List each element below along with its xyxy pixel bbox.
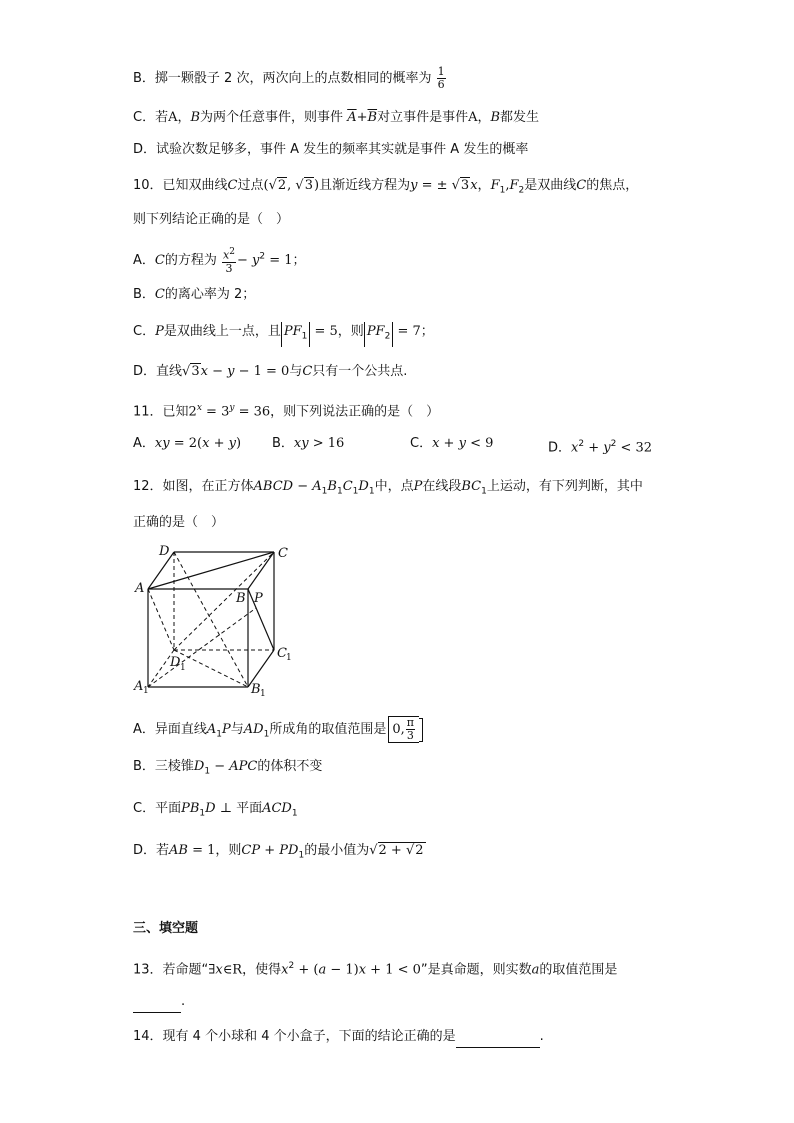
q11-option-c: C．x + y < 9 — [410, 436, 494, 451]
section-title: 三、填空题 — [133, 921, 199, 936]
label-P: P — [254, 591, 263, 606]
q11-option-d: D．$x^2 + y^2 < 32$ — [548, 439, 653, 456]
label-B1: B — [251, 682, 261, 697]
q10-stem: 10．已知双曲线C过点(√2, √3)且渐近线方程为y = ± √3x，$F_1,F_2$是双曲线C的焦点， — [133, 178, 639, 196]
cube-figure — [128, 540, 298, 702]
q10-stem-2: 则下列结论正确的是（ ） — [133, 212, 290, 227]
edge-CB — [248, 552, 274, 589]
label-B: B — [236, 591, 246, 606]
q12-stem-2: 正确的是（ ） — [133, 515, 225, 530]
q10-option-c: C．P是双曲线上一点，且 $PF_1 = 5$，则 $PF_2 = 7$； — [133, 322, 434, 347]
q13-blank — [133, 992, 181, 1013]
diag-A1P — [148, 608, 256, 687]
q9-fraction: $\frac{1}{6}$ — [437, 65, 445, 91]
label-C: C — [278, 546, 288, 561]
q11-option-b: B．xy > 16 — [272, 436, 345, 451]
diag-AD1 — [148, 589, 174, 650]
q9-option-d: D．试验次数足够多，事件 A 发生的频率其实就是事件 A 发生的概率 — [133, 142, 529, 157]
label-D1-sub: 1 — [180, 663, 186, 673]
q12-option-b: B．三棱锥$D_1$ − APC的体积不变 — [133, 759, 323, 777]
q12-option-c: C．平面$PB_1D$ ⊥ 平面$ACD_1$ — [133, 801, 298, 819]
q11-option-a: A．xy = 2(x + y) — [133, 436, 242, 451]
label-A1-sub: 1 — [143, 686, 149, 696]
label-A: A — [135, 581, 145, 596]
q10-option-d: D．直线√3x − y − 1 = 0与C只有一个公共点. — [133, 364, 408, 379]
q10-option-b: B．C的离心率为 2； — [133, 287, 256, 302]
q12-option-a: A．异面直线$A_1P$与$AD_1$所成角的取值范围是 0, $\frac{\pi}{3}$ — [133, 716, 423, 745]
q14-blank — [456, 1027, 540, 1048]
label-A1: A — [134, 679, 144, 694]
label-C1: C — [277, 646, 287, 661]
q12-option-d: D．若AB = 1，则CP + $PD_1$的最小值为√2 + √2 — [133, 843, 424, 861]
q9-option-c: C．若A，B为两个任意事件，则事件 $\overline{A}+\overline{B}$对立事件是事件A，B都发生 — [133, 110, 540, 125]
label-D1: D — [170, 655, 181, 670]
q11-stem: 11．已知$2^x = 3^y = 36$，则下列说法正确的是（ ） — [133, 403, 440, 420]
q9-option-b: B．掷一颗骰子 2 次，两次向上的点数相同的概率为 $\frac{1}{6}$ — [133, 65, 445, 91]
label-C1-sub: 1 — [286, 653, 292, 663]
q12-stem: 12．如图，在正方体ABCD − $A_1B_1C_1D_1$中，点P在线段$BC_1$上运动，有下列判断，其中 — [133, 479, 643, 497]
q10-option-a: A．C的方程为 $\frac{x^2}{3}$ − $y^2 = 1$； — [133, 247, 306, 275]
label-D: D — [159, 544, 170, 559]
q13-stem: 13．若命题“∃x∈R，使得$x^2 + (a - 1)x + 1 < 0$”是真命题，则实数a的取值范围是 — [133, 961, 618, 978]
q14-stem: 14．现有 4 个小球和 4 个小盒子，下面的结论正确的是 . — [133, 1027, 544, 1048]
q13-answer-line: . — [133, 992, 185, 1013]
label-B1-sub: 1 — [260, 689, 266, 699]
